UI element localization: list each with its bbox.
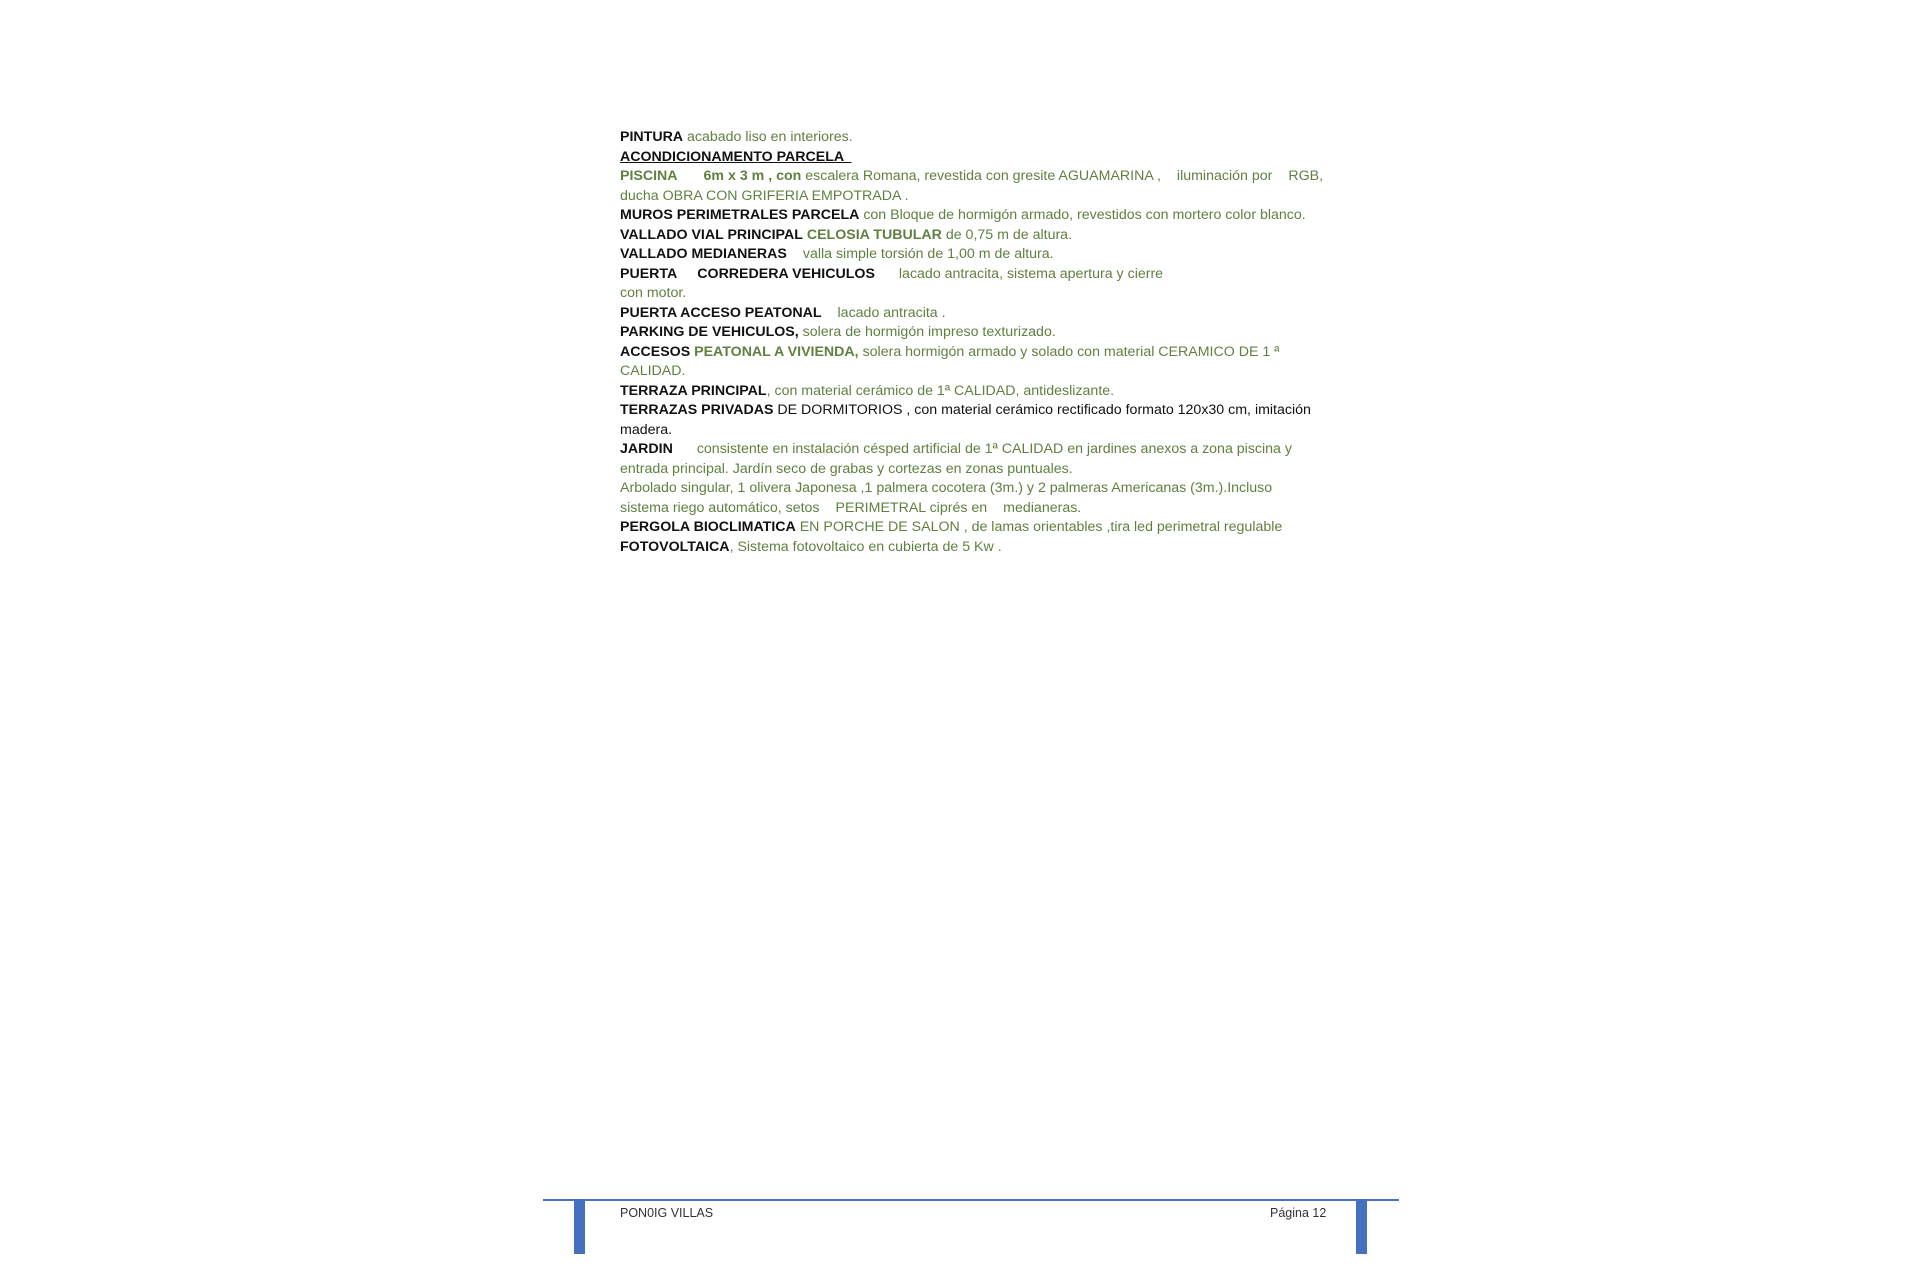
- puerta-peatonal-text: lacado antracita .: [837, 304, 946, 321]
- corredera-label: CORREDERA VEHICULOS: [697, 265, 875, 282]
- accesos-text: solera hormigón armado y solado con material CERAMICO DE 1 ª CALIDAD.: [620, 343, 1280, 379]
- document-body: [620, 128, 1340, 557]
- parking-label: PARKING DE VEHICULOS,: [620, 324, 799, 340]
- section-heading: ACONDICIONAMENTO PARCELA: [620, 148, 852, 165]
- footer-left-bar: [574, 1199, 585, 1254]
- pintura-paragraph: [620, 128, 1340, 148]
- vallado-vial-label: VALLADO VIAL PRINCIPAL: [620, 226, 803, 243]
- piscina-dims: 6m x 3 m , con: [703, 168, 802, 184]
- puerta-corredera-paragraph: [620, 265, 1340, 304]
- vallado-paragraph: [620, 226, 1340, 265]
- fotovoltaica-text: , Sistema fotovoltaico en cubierta de 5 Kw .: [729, 538, 1002, 555]
- muros-paragraph: [620, 206, 1340, 226]
- jardin-paragraph: [620, 440, 1340, 518]
- jardin-line-4c: medianeras.: [1003, 499, 1082, 516]
- muros-label: MUROS PERIMETRALES PARCELA: [620, 207, 860, 223]
- piscina-paragraph: [620, 167, 1340, 206]
- jardin-line-4a: sistema riego automático, setos: [620, 499, 820, 516]
- footer-page-number: Página 12: [1270, 1206, 1327, 1220]
- piscina-text-2: iluminación por: [1176, 168, 1273, 184]
- footer-right-bar: [1356, 1199, 1367, 1254]
- jardin-line-2: entrada principal. Jardín seco de grabas y cortezas en zonas puntuales.: [620, 460, 1073, 477]
- vallado-vial-highlight: CELOSIA TUBULAR: [806, 226, 942, 243]
- terrazas-privadas-text: DE DORMITORIOS , con material cerámico rectificado formato 120x30 cm, imitación: [777, 402, 1311, 418]
- puerta-peatonal-paragraph: [620, 304, 1340, 324]
- accesos-highlight: PEATONAL A VIVIENDA,: [694, 343, 859, 360]
- vallado-medianeras-label: VALLADO MEDIANERAS: [620, 246, 787, 262]
- pintura-text: acabado liso en interiores.: [687, 129, 853, 145]
- pintura-label: PINTURA: [620, 129, 684, 145]
- footer-company: PON0IG VILLAS: [620, 1206, 714, 1220]
- parking-paragraph: [620, 323, 1340, 343]
- fotovoltaica-paragraph: [620, 538, 1340, 558]
- muros-text: con Bloque de hormigón armado, revestidos con mortero color blanco.: [863, 207, 1306, 223]
- terrazas-privadas-line-2: madera.: [620, 421, 673, 438]
- terraza-principal-text: , con material cerámico de 1ª CALIDAD, antideslizante.: [766, 382, 1115, 399]
- puerta-peatonal-label: PUERTA ACCESO PEATONAL: [620, 304, 822, 321]
- piscina-text-3: RGB,: [1288, 168, 1324, 184]
- fotovoltaica-label: FOTOVOLTAICA: [620, 538, 730, 555]
- footer-divider: [543, 1199, 1399, 1201]
- pergola-label: PERGOLA BIOCLIMATICA: [620, 519, 796, 535]
- terrazas-paragraph: [620, 382, 1340, 441]
- accesos-label: ACCESOS: [620, 343, 691, 360]
- piscina-label: PISCINA: [620, 168, 678, 184]
- parking-text: solera de hormigón impreso texturizado.: [802, 324, 1056, 340]
- jardin-text-1: consistente en instalación césped artificial de 1ª CALIDAD en jardines anexos a zona piscina y: [696, 441, 1292, 457]
- piscina-line-2: ducha OBRA CON GRIFERIA EMPOTRADA .: [620, 187, 909, 204]
- acondicionamiento-heading: [620, 148, 1340, 168]
- jardin-line-4b: PERIMETRAL ciprés en: [835, 499, 988, 516]
- piscina-text-1: escalera Romana, revestida con gresite AGUAMARINA ,: [805, 168, 1161, 184]
- vallado-vial-text: de 0,75 m de altura.: [945, 226, 1073, 243]
- terrazas-privadas-label: TERRAZAS PRIVADAS: [620, 402, 774, 418]
- pergola-paragraph: [620, 518, 1340, 538]
- jardin-line-3: Arbolado singular, 1 olivera Japonesa ,1 palmera cocotera (3m.) y 2 palmeras Americanas (3m.).Incluso: [620, 480, 1273, 496]
- jardin-label: JARDIN: [620, 441, 673, 457]
- pergola-text: EN PORCHE DE SALON , de lamas orientables ,tira led perimetral regulable: [799, 519, 1283, 535]
- accesos-paragraph: [620, 343, 1340, 382]
- terraza-principal-label: TERRAZA PRINCIPAL: [620, 382, 767, 399]
- puerta-corredera-line-2: con motor.: [620, 285, 687, 301]
- vallado-medianeras-text: valla simple torsión de 1,00 m de altura.: [802, 246, 1054, 262]
- puerta-corredera-text: lacado antracita, sistema apertura y cierre: [898, 265, 1164, 282]
- puerta-label: PUERTA: [620, 265, 678, 282]
